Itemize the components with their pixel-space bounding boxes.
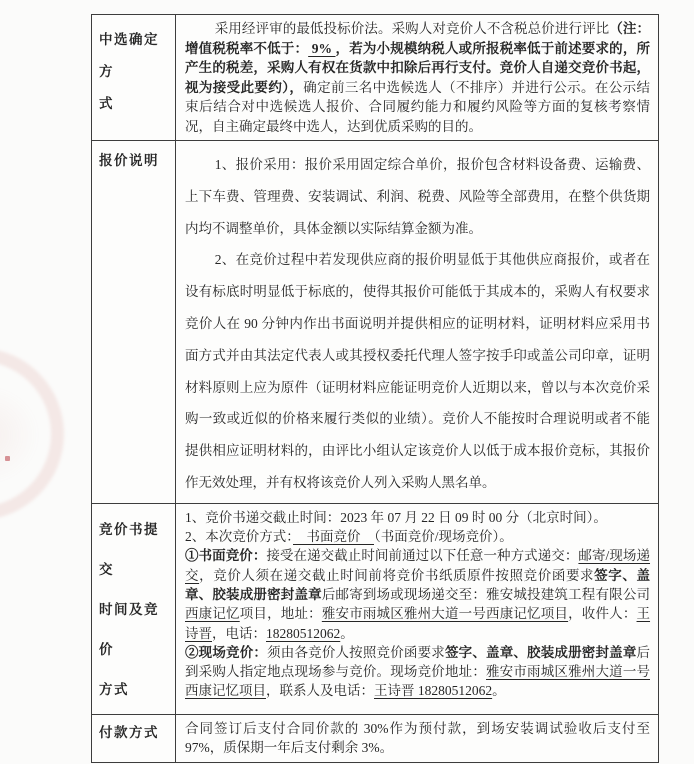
content-paragraph <box>185 527 650 546</box>
table-row <box>92 141 658 504</box>
row-label-line: 方式 <box>99 681 129 697</box>
text-segment: ，若为小规模纳税人或所报税率低于前述要求的，所产生的税差，采购人有权在货款中扣除后再行支付。竞价人自递交竞价书起，视为接受此要约）， <box>185 40 651 95</box>
text-segment: 采用经评审的最低投标价法。采购人对竞价人不含税总价进行评比 <box>214 21 610 36</box>
text-segment: ，电话： <box>212 625 266 641</box>
text-segment: 王诗晋 18280512062 <box>374 683 493 699</box>
text-segment: 项目，地址： <box>239 606 322 622</box>
text-segment: 雅安市雨城区雅州大道一号西康记忆项目 <box>321 606 569 622</box>
text-segment: 后到采购人指定地点现场参与竞价。现场竞价地址： <box>185 644 651 680</box>
row-label <box>92 504 176 714</box>
row-content <box>176 15 658 140</box>
text-segment: （注：增值税税率不低于： <box>185 21 651 56</box>
row-content <box>176 715 658 762</box>
row-label-line: 竞价书提交 <box>99 521 159 577</box>
text-segment: 王诗晋 <box>185 606 651 641</box>
text-segment: 书面竞价 <box>293 529 374 545</box>
content-paragraph <box>185 546 650 642</box>
text-segment: 确定前三名中选候选人（不排序）并进行公示。在公示结束后结合对中选候选人报价、合同履约能力和履约风险等方面的复核考察情况，自主确定最终中选人，达到优质采购的目的。 <box>185 79 651 134</box>
text-segment: 1、报价采用：报价采用固定综合单价，报价包含材料设备费、运输费、上下车费、管理费、安装调试、利润、税费、风险等全部费用，在整个供货期内均不调整单价，具体金额以实际结算金额为准。 <box>185 157 650 236</box>
text-segment: 9% <box>308 40 336 56</box>
row-label-line: 中选确定方 <box>99 32 159 79</box>
faint-red-seal-smudge <box>0 385 40 485</box>
text-segment: 18280512062 <box>266 625 341 641</box>
row-label <box>92 715 176 762</box>
text-segment: 2、本次竞价方式： <box>185 529 293 545</box>
table-row <box>92 15 658 141</box>
text-segment: 。 <box>492 683 506 699</box>
row-label-line: 报价说明 <box>99 153 159 168</box>
content-paragraph <box>185 19 650 136</box>
text-segment: 西康记忆 <box>185 606 240 622</box>
content-paragraph <box>185 508 650 527</box>
row-label <box>92 141 176 503</box>
table-row <box>92 504 658 715</box>
row-content <box>176 141 658 503</box>
text-segment: 签字、盖章、胶装成册密封盖章 <box>444 644 637 660</box>
text-segment: ，收件人： <box>568 606 637 622</box>
text-segment: 接受在递交截止时间前通过以下任意一种方式递交： <box>266 548 579 564</box>
text-segment: ②现场竞价： <box>185 644 268 660</box>
content-paragraph <box>185 719 650 758</box>
text-segment: 雅安市雨城区雅州大道一号西康记忆项目 <box>185 664 650 699</box>
content-paragraph <box>185 149 650 244</box>
content-paragraph <box>185 244 650 498</box>
row-label-line: 付款方式 <box>99 724 159 740</box>
text-segment: ，竞价人须在递交截止时间前将竞价书纸质原件按照竞价函要求 <box>199 567 595 583</box>
red-ink-speck <box>5 456 10 461</box>
text-segment: ①书面竞价： <box>185 548 267 564</box>
text-segment: 邮寄/现场递交 <box>185 548 651 583</box>
row-label-line: 式 <box>99 96 114 111</box>
text-segment: 2、在竞价过程中若发现供应商的报价明显低于其他供应商报价，或者在设有标底时明显低于标底的，使得其报价可能低于其成本的，采购人有权要求竞价人在 90 分钟内作出书面说明并提供相应的证明材料，证明材料应采用书面方式并由其法定代表人或其授权委托代理人签字按手印或盖公司印章，证明材料原则上应为原件（证明材料应能证明竞价人近期以来，曾以与本次竞价采购一致或近似的价格来履行类似的业绩）。竞价人不能按时合理说明或者不能提供相应证明材料的，由评比小组认定该竞价人以低于成本报价竞标，其报价作无效处理，并有权将该竞价人列入采购人黑名单。 <box>185 252 650 490</box>
table-row <box>92 715 658 762</box>
text-segment: 须由各竞价人按照竞价函要求 <box>267 644 445 660</box>
text-segment: ，联系人及电话： <box>266 683 374 699</box>
content-paragraph <box>185 643 650 701</box>
text-segment: 1、竞价书递交截止时间：2023 年 07 月 22 日 09 时 00 分（北京时间）。 <box>185 509 607 525</box>
row-label-line: 时间及竞价 <box>99 601 159 657</box>
text-segment: 。 <box>340 625 354 641</box>
text-segment: 合同签订后支付合同价款的 30%作为预付款，到场安装调试验收后支付至 97%，质保期一年后支付剩余 3%。 <box>185 720 650 756</box>
row-label <box>92 15 176 140</box>
text-segment: （书面竞价/现场竞价）。 <box>374 529 513 545</box>
row-content <box>176 504 658 714</box>
text-segment: 后邮寄到场或现场递交至：雅安城投建筑工程有限公司 <box>321 586 651 602</box>
bidding-terms-table <box>91 14 659 763</box>
text-segment: 签字、盖章、胶装成册密封盖章 <box>185 567 650 602</box>
